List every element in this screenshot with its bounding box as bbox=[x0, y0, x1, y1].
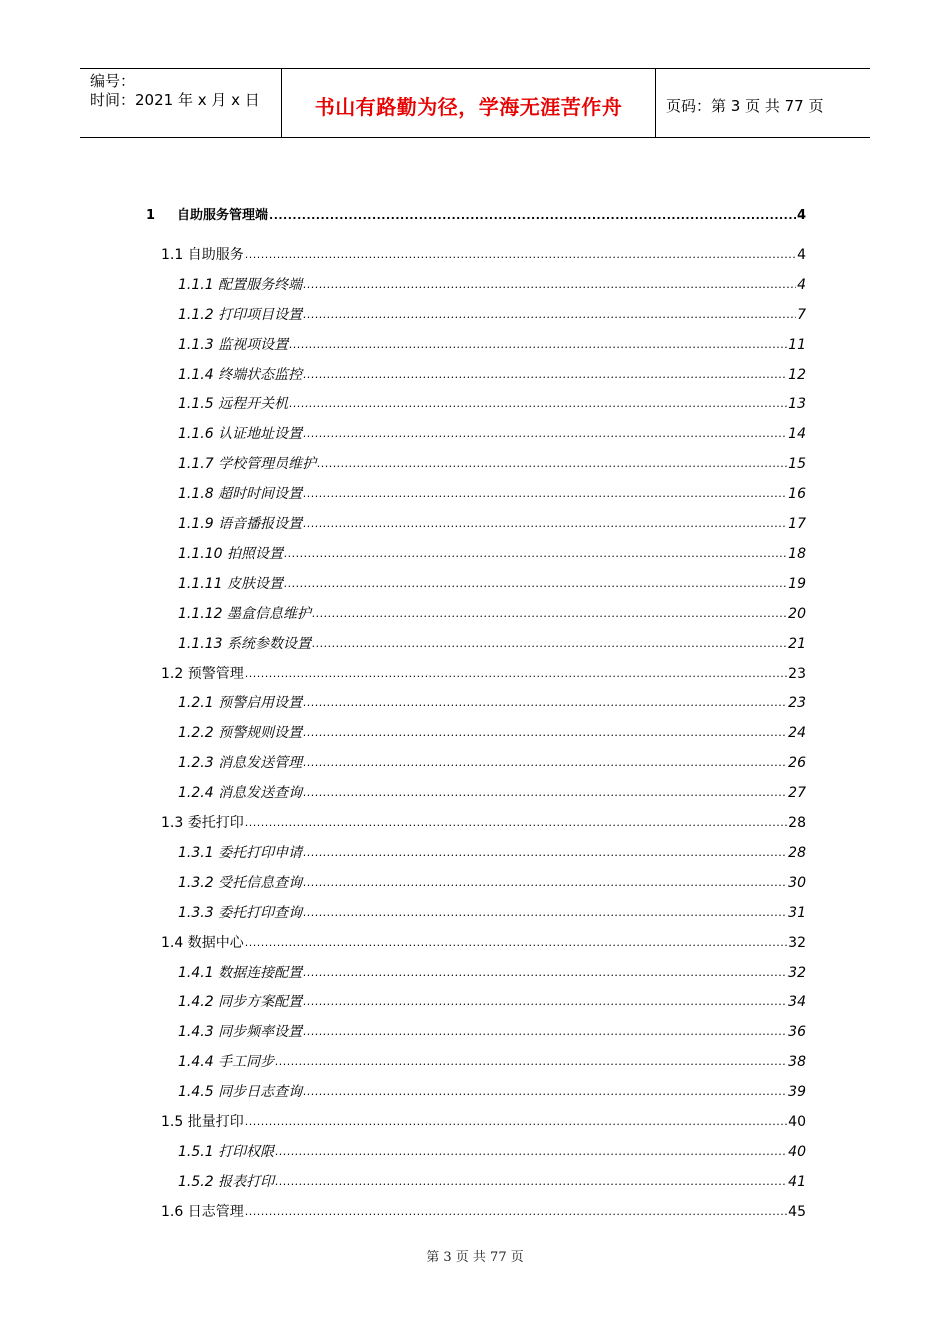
toc-entry[interactable] bbox=[178, 1022, 806, 1042]
toc-entry-title: 终端状态监控 bbox=[218, 366, 303, 383]
toc-entry-title: 自助服务 bbox=[187, 246, 244, 263]
toc-entry-number: 1.2.3 bbox=[178, 755, 219, 772]
toc-entry-title: 委托打印 bbox=[187, 815, 244, 831]
toc-entry[interactable] bbox=[178, 753, 806, 773]
toc-entry[interactable] bbox=[161, 1202, 806, 1222]
toc-dot-leader bbox=[275, 1142, 787, 1162]
page-footer: 第 3 页 共 77 页 bbox=[426, 1250, 524, 1265]
toc-entry-number: 1.4.1 bbox=[178, 964, 219, 981]
toc-entry-number: 1.1.10 bbox=[178, 545, 227, 562]
toc-dot-leader bbox=[303, 275, 796, 295]
header-page-info-cell bbox=[656, 69, 870, 137]
header-motto: 书山有路勤为径，学海无涯苦作舟 bbox=[314, 94, 623, 119]
toc-dot-leader bbox=[284, 574, 787, 594]
header-page-info: 页码：第 3 页 共 77 页 bbox=[666, 96, 824, 115]
toc-entry-title: 学校管理员维护 bbox=[218, 456, 317, 473]
toc-entry-page: 16 bbox=[788, 486, 806, 503]
toc-entry-number: 1.1.8 bbox=[178, 486, 219, 503]
toc-entry-title: 数据中心 bbox=[187, 934, 244, 951]
toc-dot-leader bbox=[303, 753, 787, 773]
toc-entry-number: 1.4.3 bbox=[178, 1024, 219, 1041]
toc-entry-page: 26 bbox=[788, 755, 806, 772]
toc-entry-page: 4 bbox=[796, 208, 806, 223]
toc-entry-page: 31 bbox=[788, 904, 806, 921]
toc-entry-number: 1.5.2 bbox=[178, 1173, 219, 1190]
toc-entry-number: 1.1.4 bbox=[178, 366, 219, 383]
toc-entry-number: 1.1.1 bbox=[178, 276, 219, 293]
toc-entry[interactable] bbox=[178, 365, 806, 385]
toc-entry-page: 41 bbox=[788, 1173, 806, 1190]
toc-entry-page: 14 bbox=[788, 426, 806, 443]
toc-entry-page: 12 bbox=[788, 366, 806, 383]
toc-entry-title: 预警管理 bbox=[187, 665, 244, 682]
toc-dot-leader bbox=[303, 992, 787, 1012]
toc-dot-leader bbox=[275, 1172, 787, 1192]
toc-entry-number: 1.4.5 bbox=[178, 1084, 219, 1101]
toc-entry-number: 1.1.2 bbox=[178, 306, 219, 323]
toc-entry[interactable] bbox=[178, 305, 806, 325]
toc-entry-number: 1.2.1 bbox=[178, 695, 219, 712]
toc-entry-title: 认证地址设置 bbox=[218, 426, 303, 443]
toc-entry-title: 打印权限 bbox=[218, 1143, 275, 1160]
toc-dot-leader bbox=[303, 1022, 787, 1042]
toc-dot-leader bbox=[303, 424, 787, 444]
toc-entry[interactable] bbox=[178, 723, 806, 743]
toc-dot-leader bbox=[289, 335, 787, 355]
toc-entry[interactable] bbox=[161, 664, 806, 684]
toc-entry[interactable] bbox=[178, 843, 806, 863]
toc-dot-leader bbox=[289, 394, 787, 414]
toc-entry-title: 皮肤设置 bbox=[226, 575, 283, 592]
toc-entry-page: 17 bbox=[788, 516, 806, 532]
toc-entry-page: 13 bbox=[788, 396, 806, 413]
toc-entry[interactable] bbox=[178, 275, 806, 295]
toc-entry[interactable] bbox=[146, 206, 806, 226]
toc-entry-title: 同步方案配置 bbox=[218, 994, 303, 1011]
toc-entry-page: 15 bbox=[788, 456, 806, 473]
toc-dot-leader bbox=[303, 963, 787, 983]
header-motto-cell bbox=[282, 69, 656, 137]
toc-entry-title: 预警启用设置 bbox=[218, 695, 303, 712]
toc-entry-number: 1.3.1 bbox=[178, 844, 219, 861]
toc-entry[interactable] bbox=[178, 454, 806, 474]
toc-entry-page: 30 bbox=[788, 874, 806, 891]
toc-entry[interactable] bbox=[178, 783, 806, 803]
toc-entry-title: 自助服务管理端 bbox=[177, 208, 269, 223]
toc-entry-number: 1.2 bbox=[161, 665, 188, 682]
toc-dot-leader bbox=[245, 664, 787, 684]
toc-entry[interactable] bbox=[178, 424, 806, 444]
toc-entry-page: 28 bbox=[788, 815, 806, 831]
toc-entry-title: 日志管理 bbox=[187, 1203, 244, 1220]
toc-entry[interactable] bbox=[178, 903, 806, 923]
toc-dot-leader bbox=[303, 783, 787, 803]
toc-entry-title: 消息发送查询 bbox=[218, 785, 303, 802]
toc-dot-leader bbox=[245, 245, 796, 265]
toc-entry-number: 1.4 bbox=[161, 934, 188, 951]
toc-entry-number: 1 bbox=[146, 208, 156, 223]
toc-entry-page: 45 bbox=[788, 1203, 806, 1220]
page-header bbox=[80, 68, 870, 138]
toc-entry-page: 38 bbox=[788, 1054, 806, 1071]
toc-entry[interactable] bbox=[178, 693, 806, 713]
toc-entry-number: 1.2.4 bbox=[178, 785, 219, 802]
toc-entry-page: 21 bbox=[788, 635, 806, 652]
toc-entry[interactable] bbox=[178, 873, 806, 893]
toc-dot-leader bbox=[303, 723, 787, 743]
toc-entry-number: 1.1.11 bbox=[178, 575, 227, 592]
toc-entry-title: 委托打印申请 bbox=[218, 844, 303, 861]
toc-entry-title: 墨盒信息维护 bbox=[226, 605, 311, 622]
toc-dot-leader bbox=[275, 1052, 787, 1072]
toc-entry-title: 同步频率设置 bbox=[218, 1024, 303, 1041]
toc-entry-number: 1.1 bbox=[161, 246, 188, 263]
toc-entry[interactable] bbox=[178, 604, 806, 624]
toc-entry-title: 拍照设置 bbox=[226, 545, 283, 562]
toc-entry-number: 1.3.3 bbox=[178, 904, 219, 921]
toc-entry-title: 报表打印 bbox=[218, 1173, 275, 1190]
toc-entry-number: 1.1.3 bbox=[178, 336, 219, 353]
toc-entry[interactable] bbox=[178, 335, 806, 355]
toc-entry-number: 1.3.2 bbox=[178, 874, 219, 891]
toc-entry-title: 配置服务终端 bbox=[218, 276, 303, 293]
toc-entry-page: 40 bbox=[788, 1143, 806, 1160]
toc-dot-leader bbox=[303, 305, 796, 325]
toc-dot-leader bbox=[303, 903, 787, 923]
toc-entry-page: 32 bbox=[788, 964, 806, 981]
toc-entry[interactable] bbox=[178, 484, 806, 504]
toc-dot-leader bbox=[245, 1112, 787, 1132]
toc-entry-title: 监视项设置 bbox=[218, 336, 289, 353]
toc-entry-title: 语音播报设置 bbox=[218, 516, 303, 532]
toc-dot-leader bbox=[303, 873, 787, 893]
toc-entry-page: 23 bbox=[788, 665, 806, 682]
toc-entry[interactable] bbox=[178, 1172, 806, 1192]
toc-entry[interactable] bbox=[178, 963, 806, 983]
toc-entry-title: 委托打印查询 bbox=[218, 904, 303, 921]
toc-entry[interactable] bbox=[178, 574, 806, 594]
toc-entry[interactable] bbox=[178, 1052, 806, 1072]
toc-dot-leader bbox=[269, 206, 796, 226]
header-meta bbox=[80, 69, 282, 137]
toc-entry-title: 打印项目设置 bbox=[218, 306, 303, 323]
toc-entry[interactable] bbox=[178, 634, 806, 654]
toc-entry-page: 18 bbox=[788, 545, 806, 562]
toc-entry[interactable] bbox=[161, 933, 806, 953]
toc-entry-page: 20 bbox=[788, 605, 806, 622]
toc-entry-number: 1.3 bbox=[161, 815, 188, 831]
toc-entry-number: 1.4.4 bbox=[178, 1054, 219, 1071]
toc-dot-leader bbox=[303, 484, 787, 504]
toc-entry-title: 批量打印 bbox=[187, 1114, 244, 1130]
toc-entry[interactable] bbox=[178, 514, 806, 534]
toc-dot-leader bbox=[245, 933, 787, 953]
toc-entry-page: 7 bbox=[797, 306, 806, 323]
toc-entry-page: 32 bbox=[788, 934, 806, 951]
toc-dot-leader bbox=[303, 365, 787, 385]
toc-dot-leader bbox=[312, 634, 787, 654]
toc-entry-number: 1.1.12 bbox=[178, 605, 227, 622]
toc-entry[interactable] bbox=[161, 1112, 806, 1132]
toc-dot-leader bbox=[317, 454, 787, 474]
toc-entry-page: 40 bbox=[788, 1114, 806, 1130]
toc-entry-number: 1.1.13 bbox=[178, 635, 227, 652]
toc-entry[interactable] bbox=[178, 544, 806, 564]
toc-entry-page: 24 bbox=[788, 725, 806, 742]
toc-dot-leader bbox=[245, 1202, 787, 1222]
toc-entry-page: 36 bbox=[788, 1024, 806, 1041]
toc-entry-title: 远程开关机 bbox=[218, 396, 289, 413]
toc-entry-title: 超时时间设置 bbox=[218, 486, 303, 503]
toc-entry-title: 受托信息查询 bbox=[218, 874, 303, 891]
toc-entry-number: 1.1.9 bbox=[178, 516, 219, 532]
header-time: 时间：2021 年 x 月 x 日 bbox=[90, 91, 260, 109]
toc-entry-title: 消息发送管理 bbox=[218, 755, 303, 772]
toc-entry-number: 1.1.6 bbox=[178, 426, 219, 443]
toc-entry-page: 27 bbox=[788, 785, 806, 802]
toc-entry[interactable] bbox=[161, 245, 806, 265]
toc-entry-page: 34 bbox=[788, 994, 806, 1011]
toc-entry[interactable] bbox=[178, 1142, 806, 1162]
toc-entry-number: 1.5 bbox=[161, 1114, 188, 1130]
toc-entry-title: 手工同步 bbox=[218, 1054, 275, 1071]
toc-entry-page: 28 bbox=[788, 844, 806, 861]
toc-entry-title: 预警规则设置 bbox=[218, 725, 303, 742]
toc-dot-leader bbox=[284, 544, 787, 564]
toc-dot-leader bbox=[312, 604, 787, 624]
toc-entry[interactable] bbox=[161, 813, 806, 833]
toc-entry-page: 39 bbox=[788, 1084, 806, 1101]
toc-dot-leader bbox=[303, 693, 787, 713]
toc-entry-page: 23 bbox=[788, 695, 806, 712]
toc-entry-page: 4 bbox=[797, 246, 806, 263]
toc-entry-number: 1.5.1 bbox=[178, 1143, 219, 1160]
toc-entry[interactable] bbox=[178, 992, 806, 1012]
toc-dot-leader bbox=[303, 843, 787, 863]
toc-entry-title: 系统参数设置 bbox=[226, 635, 311, 652]
toc-entry[interactable] bbox=[178, 394, 806, 414]
toc-entry-number: 1.1.7 bbox=[178, 456, 219, 473]
toc-entry-title: 同步日志查询 bbox=[218, 1084, 303, 1101]
toc-dot-leader bbox=[303, 1082, 787, 1102]
toc-entry-page: 4 bbox=[797, 276, 806, 293]
toc-dot-leader bbox=[245, 813, 787, 833]
toc-entry-title: 数据连接配置 bbox=[218, 964, 303, 981]
toc-entry-number: 1.6 bbox=[161, 1203, 188, 1220]
toc-dot-leader bbox=[303, 514, 787, 534]
toc-entry[interactable] bbox=[178, 1082, 806, 1102]
toc-entry-number: 1.1.5 bbox=[178, 396, 219, 413]
header-number: 编号： bbox=[90, 72, 136, 90]
toc-entry-number: 1.2.2 bbox=[178, 725, 219, 742]
toc-entry-page: 19 bbox=[788, 575, 806, 592]
toc-entry-number: 1.4.2 bbox=[178, 994, 219, 1011]
toc-entry-page: 11 bbox=[788, 336, 806, 353]
